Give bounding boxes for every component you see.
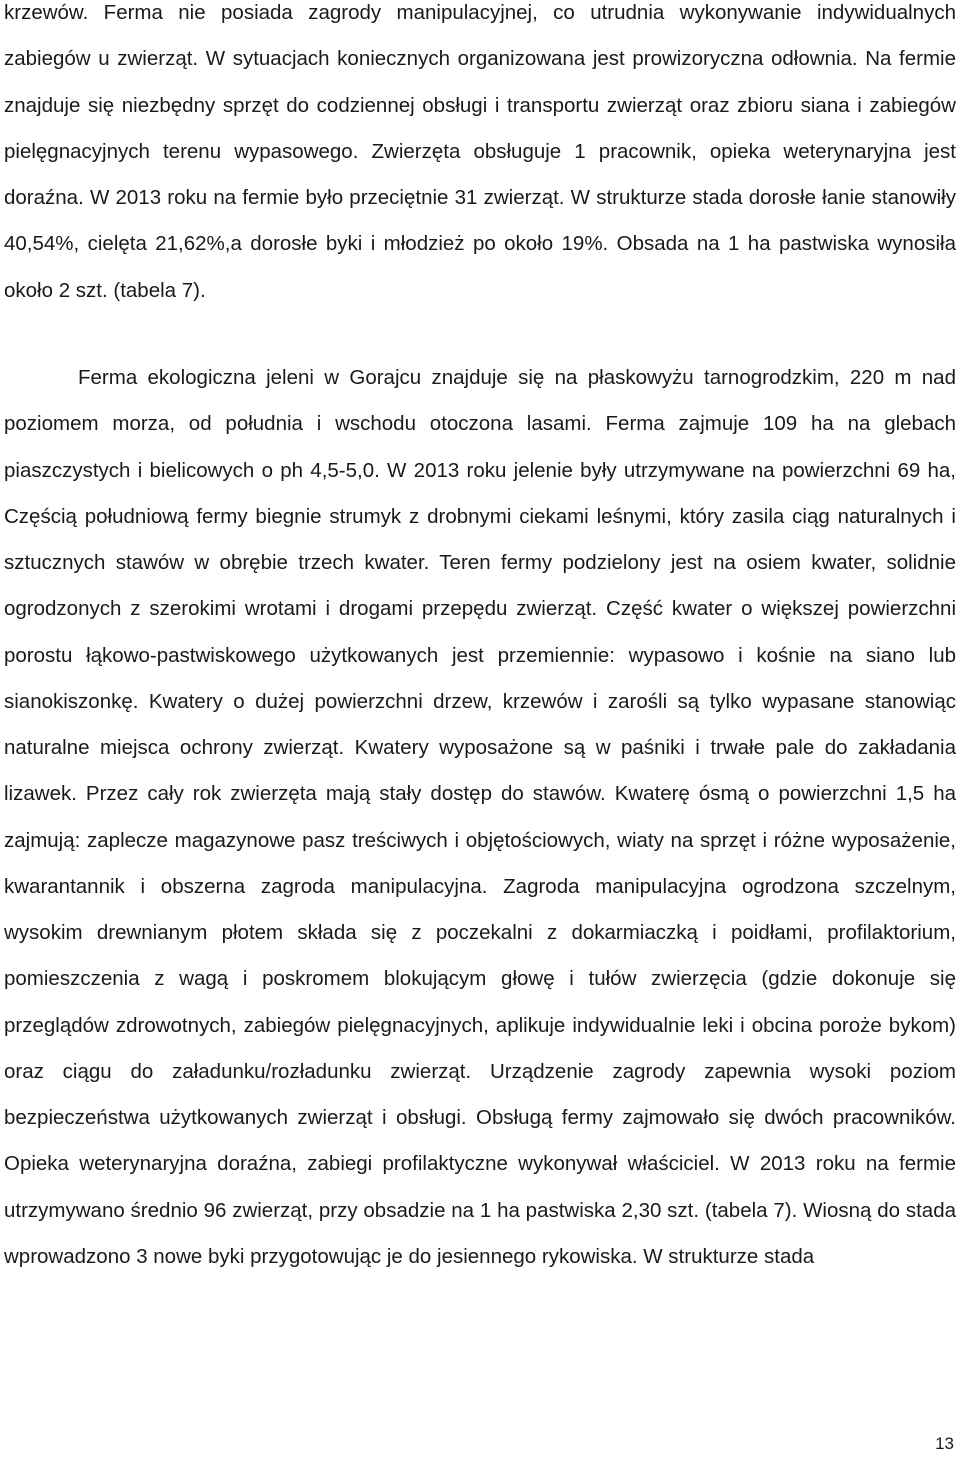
paragraph-gorajec-farm: Ferma ekologiczna jeleni w Gorajcu znajduje się na płaskowyżu tarnogrodzkim, 220 m nad poziomem morza, od południa i wschodu otoczona lasami. Ferma zajmuje 109 ha na glebach piaszczystych i bielicowych o ph 4,5-5,0. W 2013 roku jelenie były utrzymywane na powierzchni 69 ha, Częścią południową fermy biegnie strumyk z drobnymi ciekami leśnymi, który zasila ciąg naturalnych i sztucznych stawów w obrębie trzech kwater. Teren fermy podzielony jest na osiem kwater, solidnie ogrodzonych z szerokimi wrotami i drogami przepędu zwierząt. Część kwater o większej powierzchni porostu łąkowo-pastwiskowego użytkowanych jest przemiennie: wypasowo i kośnie na siano lub sianokiszonkę. Kwatery o dużej powierzchni drzew, krzewów i zarośli są tylko wypasane stanowiąc naturalne miejsca ochrony zwierząt. Kwatery wyposażone są w paśniki i trwałe pale do zakładania lizawek. Przez cały rok zwierzęta mają stały dostęp do stawów. Kwaterę ósmą o powierzchni 1,5 ha zajmują: zaplecze magazynowe pasz treściwych i objętościowych, wiaty na sprzęt i różne wyposażenie, kwarantannik i obszerna zagroda manipulacyjna. Zagroda manipulacyjna ogrodzona szczelnym, wysokim drewnianym płotem składa się z poczekalni z dokarmiaczką i poidłami, profilaktorium, pomieszczenia z wagą i poskromem blokującym głowę i tułów zwierzęcia (gdzie dokonuje się przeglądów zdrowotnych, zabiegów pielęgnacyjnych, aplikuje indywidualnie leki i obcina poroże bykom) oraz ciągu do załadunku/rozładunku zwierząt. Urządzenie zagrody zapewnia wysoki poziom bezpieczeństwa użytkowanych zwierząt i obsługi. Obsługą fermy zajmowało się dwóch pracowników. Opieka weterynaryjna doraźna, zabiegi profilaktyczne wykonywał właściciel. W 2013 roku na fermie utrzymywano średnio 96 zwierząt, przy obsadzie na 1 ha pastwiska 2,30 szt. (tabela 7). Wiosną do stada wprowadzono 3 nowe byki przygotowując je do jesiennego rykowiska. W strukturze stada bbox=[4, 366, 956, 1268]
page-number: 13 bbox=[935, 1434, 954, 1453]
body-text-main bbox=[4, 355, 956, 1280]
body-text-top bbox=[4, 0, 956, 314]
paragraph-farm-description: krzewów. Ferma nie posiada zagrody manipulacyjnej, co utrudnia wykonywanie indywidualnych zabiegów u zwierząt. W sytuacjach koniecznych organizowana jest prowizoryczna odłownia. Na fermie znajduje się niezbędny sprzęt do codziennej obsługi i transportu zwierząt oraz zbioru siana i zabiegów pielęgnacyjnych terenu wypasowego. Zwierzęta obsługuje 1 pracownik, opieka weterynaryjna jest doraźna. W 2013 roku na fermie było przeciętnie 31 zwierząt. W strukturze stada dorosłe łanie stanowiły 40,54%, cielęta 21,62%,a dorosłe byki i młodzież po około 19%. Obsada na 1 ha pastwiska wynosiła około 2 szt. (tabela 7). bbox=[4, 1, 956, 302]
